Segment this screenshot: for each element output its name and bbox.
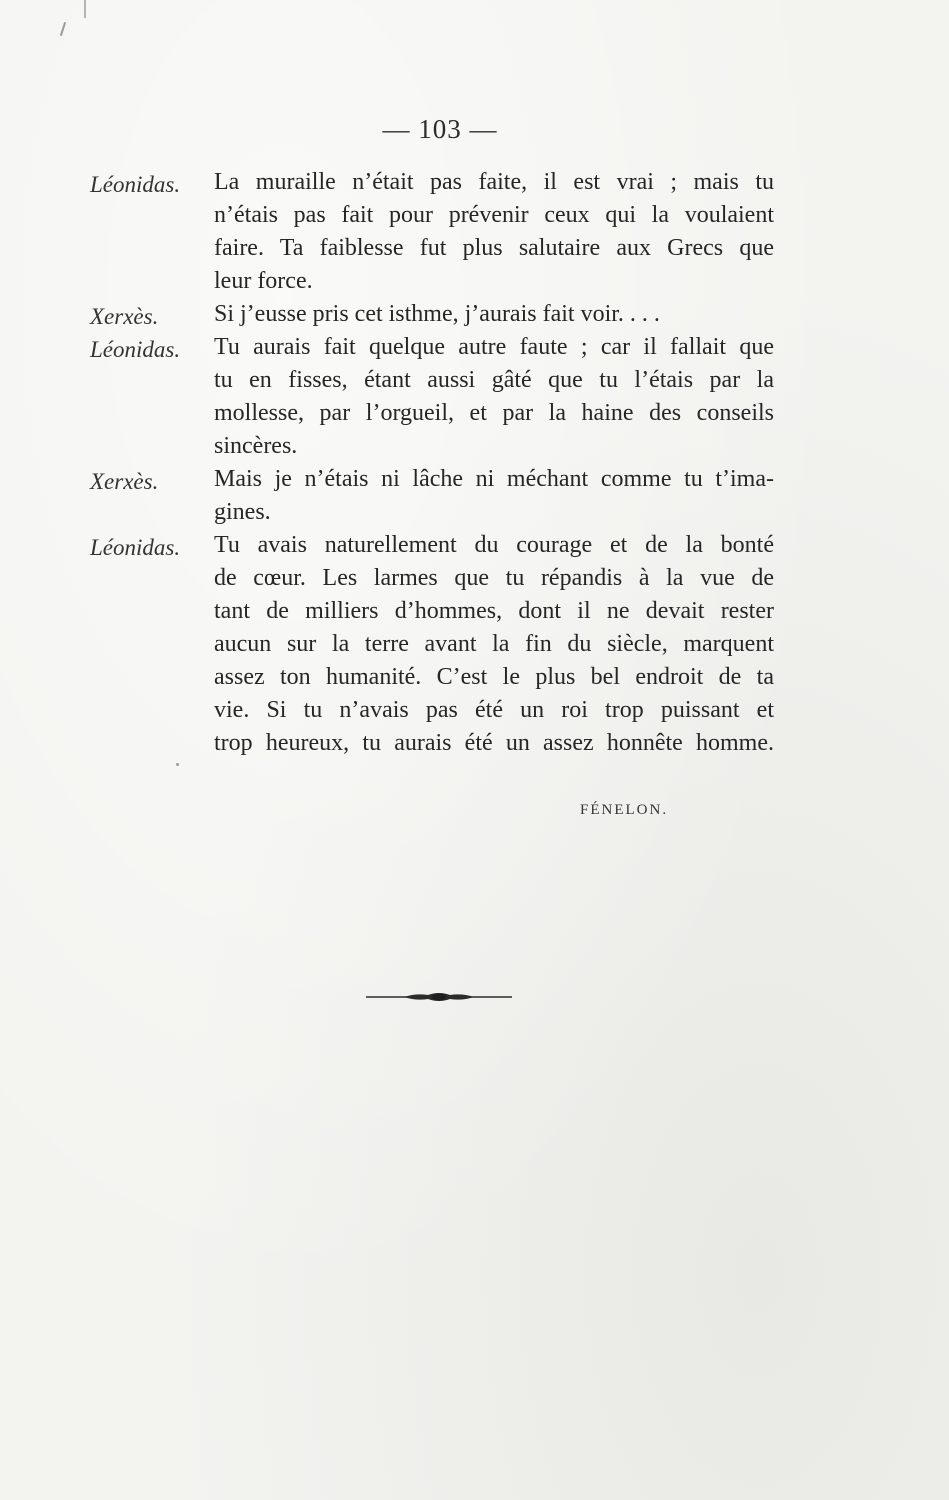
dialogue-line: La muraille n’était pas faite, il est vrai ; mais tu: [214, 169, 774, 195]
scan-edge-mark: [60, 22, 66, 36]
speaker-name: Léonidas.: [90, 172, 181, 197]
dialogue-line: Tu avais naturellement du courage et de la bonté: [214, 532, 774, 558]
dialogue-line: tu en fisses, étant aussi gâté que tu l’étais par la: [214, 367, 774, 393]
dialogue-line: gines.: [214, 499, 271, 525]
dialogue-line: sincères.: [214, 433, 298, 459]
dialogue-line: faire. Ta faiblesse fut plus salutaire aux Grecs que: [214, 235, 774, 261]
dialogue-line: vie. Si tu n’avais pas été un roi trop puissant et: [214, 697, 774, 723]
dialogue-line: assez ton humanité. C’est le plus bel endroit de ta: [214, 664, 774, 690]
scan-speck: [176, 763, 179, 766]
speaker-name: Léonidas.: [90, 337, 181, 362]
dialogue-line: n’étais pas fait pour prévenir ceux qui la voulaient: [214, 202, 774, 228]
dialogue-line: mollesse, par l’orgueil, et par la haine des conseils: [214, 400, 774, 426]
speaker-name: Xerxès.: [90, 304, 159, 329]
dialogue-line: Mais je n’étais ni lâche ni méchant comme tu t’ima-: [214, 466, 774, 492]
page-number: — 103 —: [382, 114, 498, 144]
dialogue-line: Tu aurais fait quelque autre faute ; car il fallait que: [214, 334, 774, 360]
dialogue-line: tant de milliers d’hommes, dont il ne devait rester: [214, 598, 774, 624]
dialogue-line: de cœur. Les larmes que tu répandis à la vue de: [214, 565, 774, 591]
typographic-ornament-icon: [366, 985, 512, 1009]
dialogue-line: aucun sur la terre avant la fin du siècle, marquent: [214, 631, 774, 657]
dialogue-line: trop heureux, tu aurais été un assez honnête homme.: [214, 730, 774, 756]
speaker-name: Léonidas.: [90, 535, 181, 560]
dialogue-line: Si j’eusse pris cet isthme, j’aurais fait voir. . . .: [214, 301, 660, 327]
speaker-name: Xerxès.: [90, 469, 159, 494]
dialogue-line: leur force.: [214, 268, 313, 294]
author-signature: FÉNELON.: [580, 802, 669, 818]
scan-edge-mark: [84, 0, 86, 18]
